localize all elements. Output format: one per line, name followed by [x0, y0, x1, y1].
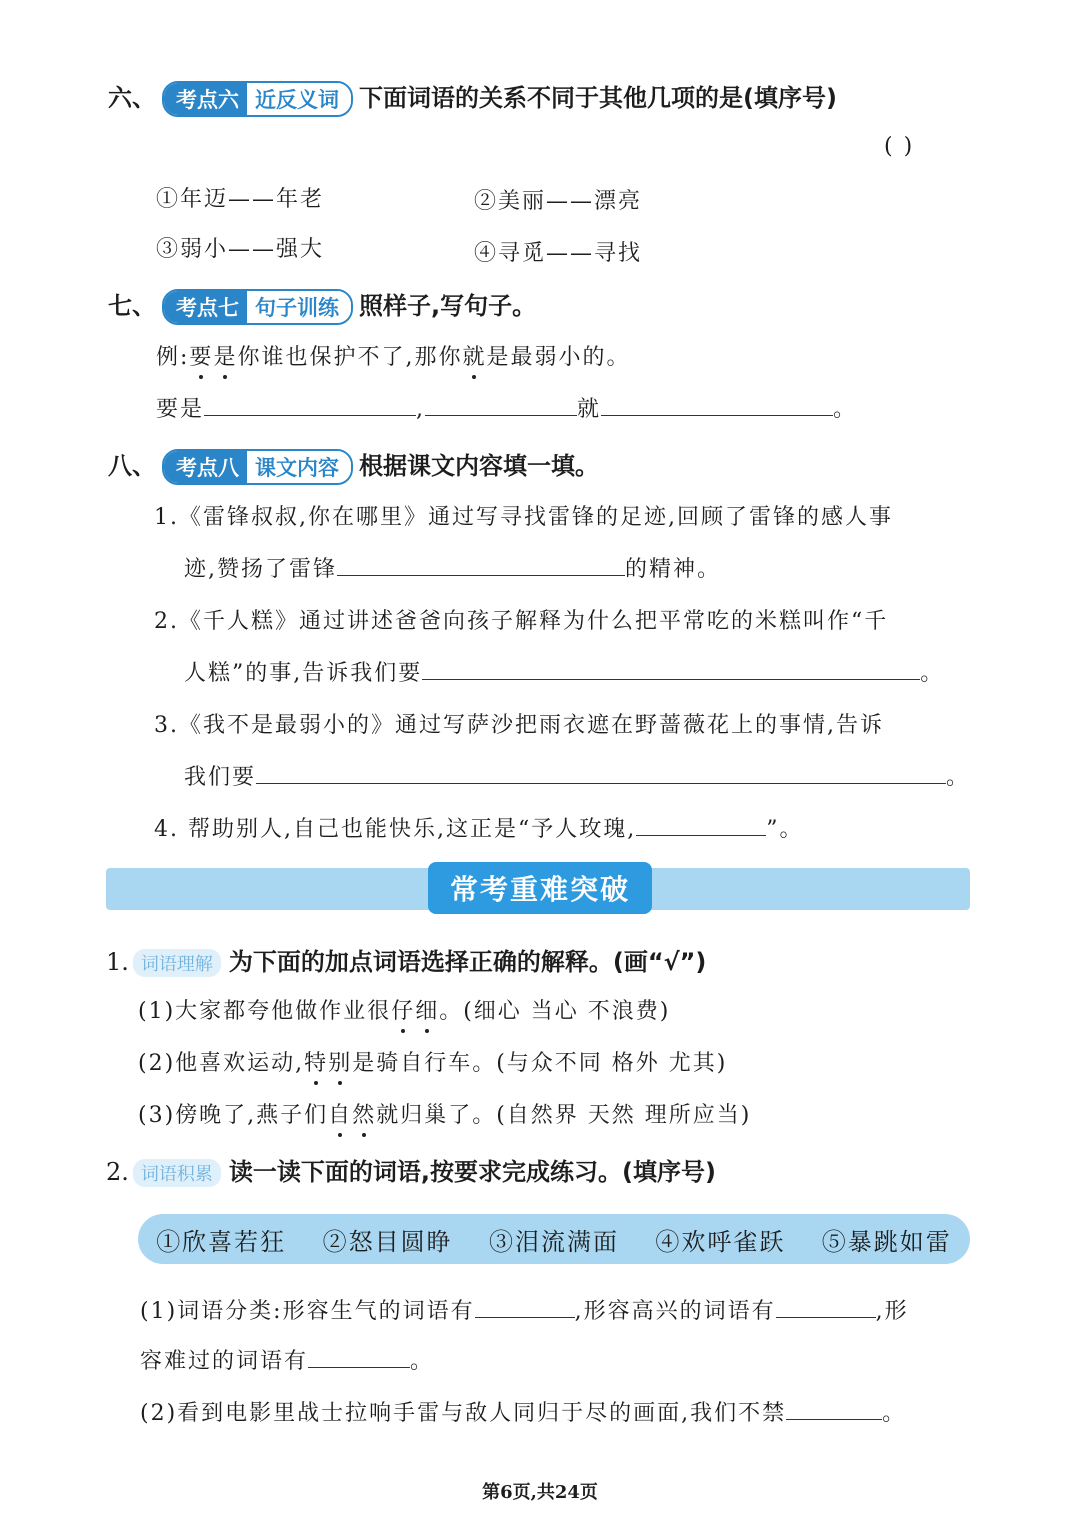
topic-badge [162, 449, 353, 485]
question-8-1-line2 [184, 552, 721, 583]
option-4: ④寻觅——寻找 [474, 241, 643, 266]
question-text: ,形容高兴的词语有 [574, 1299, 776, 1324]
choice-options[interactable]: 。(细心 当心 不浪费) [439, 999, 671, 1024]
question-text: 。 [946, 765, 971, 790]
question-text: 迹,赞扬了雷锋 [184, 557, 337, 582]
part-1-item-3 [138, 1098, 751, 1129]
badge-key: 考点七 [164, 291, 247, 323]
question-text: 4. 帮助别人,自己也能快乐,这正是“予人玫瑰, [154, 817, 637, 842]
fill-text: 就 [577, 397, 602, 422]
badge-key: 考点八 [164, 451, 247, 483]
badge-key: 考点六 [164, 83, 247, 115]
example-text: 你谁也保护不了,那你 [237, 345, 463, 370]
choice-options[interactable]: 就归巢了。(自然界 天然 理所应当) [376, 1103, 752, 1128]
word-item: ②怒目圆睁 [322, 1227, 453, 1256]
answer-blank[interactable] [425, 395, 577, 416]
question-8-1-line1: 1.《雷锋叔叔,你在哪里》通过写寻找雷锋的足迹,回顾了雷锋的感人事 [154, 505, 893, 530]
part-2-q2 [140, 1396, 906, 1427]
badge-topic: 课文内容 [247, 451, 351, 483]
section-8-heading [108, 446, 599, 485]
question-text: 我们要 [184, 765, 257, 790]
dotted-char: 是 [213, 340, 237, 371]
question-text: 。 [882, 1401, 907, 1426]
question-8-2-line2 [184, 656, 944, 687]
item-text: (3)傍晚了,燕子们 [138, 1103, 329, 1128]
section-title: 根据课文内容填一填。 [359, 452, 599, 480]
badge-topic: 句子训练 [247, 291, 351, 323]
question-text: 人糕”的事,告诉我们要 [184, 661, 423, 686]
part-1-heading [106, 942, 706, 977]
dotted-char: 就 [462, 340, 486, 371]
choice-options[interactable]: 是骑自行车。(与众不同 格外 尤其) [352, 1051, 728, 1076]
answer-blank[interactable] [204, 395, 416, 416]
question-8-2-line1: 2.《千人糕》通过讲述爸爸向孩子解释为什么把平常吃的米糕叫作“千 [154, 609, 889, 634]
part-number: 2. [106, 1158, 129, 1186]
part-tag: 词语理解 [133, 949, 221, 977]
word-item: ①欣喜若狂 [156, 1227, 287, 1256]
answer-paren[interactable]: ( ) [884, 134, 915, 159]
fill-text: 。 [833, 397, 858, 422]
question-text: 。 [410, 1349, 435, 1374]
part-2-q1-line2 [140, 1344, 434, 1375]
sentence-fill-line [156, 392, 857, 423]
option-1: ①年迈——年老 [156, 187, 325, 212]
question-text: (1)词语分类:形容生气的词语有 [140, 1299, 475, 1324]
question-8-3-line2 [184, 760, 970, 791]
section-number: 七、 [108, 292, 156, 320]
answer-blank[interactable] [776, 1297, 876, 1318]
answer-blank[interactable] [256, 763, 946, 784]
dotted-char: 特 [304, 1046, 328, 1077]
question-text: ,形 [875, 1299, 909, 1324]
section-7-heading [108, 286, 536, 325]
answer-blank[interactable] [786, 1399, 882, 1420]
part-title: 读一读下面的词语,按要求完成练习。(填序号) [228, 1158, 716, 1186]
example-label: 例: [156, 345, 190, 370]
dotted-char: 要 [189, 340, 213, 371]
topic-badge [162, 289, 353, 325]
word-item: ③泪流满面 [488, 1227, 619, 1256]
badge-topic: 近反义词 [247, 83, 351, 115]
fill-text: 要是 [156, 397, 205, 422]
option-3: ③弱小——强大 [156, 237, 325, 262]
section-title: 下面词语的关系不同于其他几项的是(填序号) [359, 84, 837, 112]
question-text: 。 [920, 661, 945, 686]
section-6-heading [108, 78, 837, 117]
dotted-char: 细 [415, 994, 439, 1025]
dotted-char: 自 [328, 1098, 352, 1129]
answer-blank[interactable] [422, 659, 920, 680]
section-number: 六、 [108, 84, 156, 112]
word-item: ④欢呼雀跃 [655, 1227, 786, 1256]
answer-blank[interactable] [308, 1347, 410, 1368]
dotted-char: 仔 [391, 994, 415, 1025]
dotted-char: 然 [352, 1098, 376, 1129]
question-8-4 [154, 812, 803, 843]
word-item: ⑤暴跳如雷 [821, 1227, 952, 1256]
band-title: 常考重难突破 [428, 862, 652, 914]
question-text: 的精神。 [625, 557, 722, 582]
part-tag: 词语积累 [133, 1159, 221, 1187]
question-text: ”。 [766, 817, 804, 842]
question-8-3-line1: 3.《我不是最弱小的》通过写萨沙把雨衣遮在野蔷薇花上的事情,告诉 [154, 713, 884, 738]
section-number: 八、 [108, 452, 156, 480]
part-title: 为下面的加点词语选择正确的解释。(画“√”) [228, 948, 707, 976]
fill-text: , [416, 397, 426, 422]
section-title: 照样子,写句子。 [359, 292, 537, 320]
answer-blank[interactable] [475, 1297, 575, 1318]
item-text: (2)他喜欢运动, [138, 1051, 305, 1076]
example-sentence [156, 340, 630, 371]
example-text: 是最弱小的。 [486, 345, 631, 370]
part-2-heading [106, 1152, 716, 1187]
part-number: 1. [106, 948, 129, 976]
question-text: 容难过的词语有 [140, 1349, 309, 1374]
part-1-item-2 [138, 1046, 727, 1077]
answer-blank[interactable] [337, 555, 625, 576]
answer-blank[interactable] [636, 815, 766, 836]
option-2: ②美丽——漂亮 [474, 189, 643, 214]
part-1-item-1 [138, 994, 670, 1025]
dotted-char: 别 [328, 1046, 352, 1077]
topic-badge [162, 81, 353, 117]
answer-blank[interactable] [601, 395, 833, 416]
word-box [138, 1214, 970, 1264]
part-2-q1-line1 [140, 1294, 909, 1325]
page-footer: 第6页,共24页 [482, 1482, 598, 1503]
item-text: (1)大家都夸他做作业很 [138, 999, 392, 1024]
question-text: (2)看到电影里战士拉响手雷与敌人同归于尽的画面,我们不禁 [140, 1401, 787, 1426]
